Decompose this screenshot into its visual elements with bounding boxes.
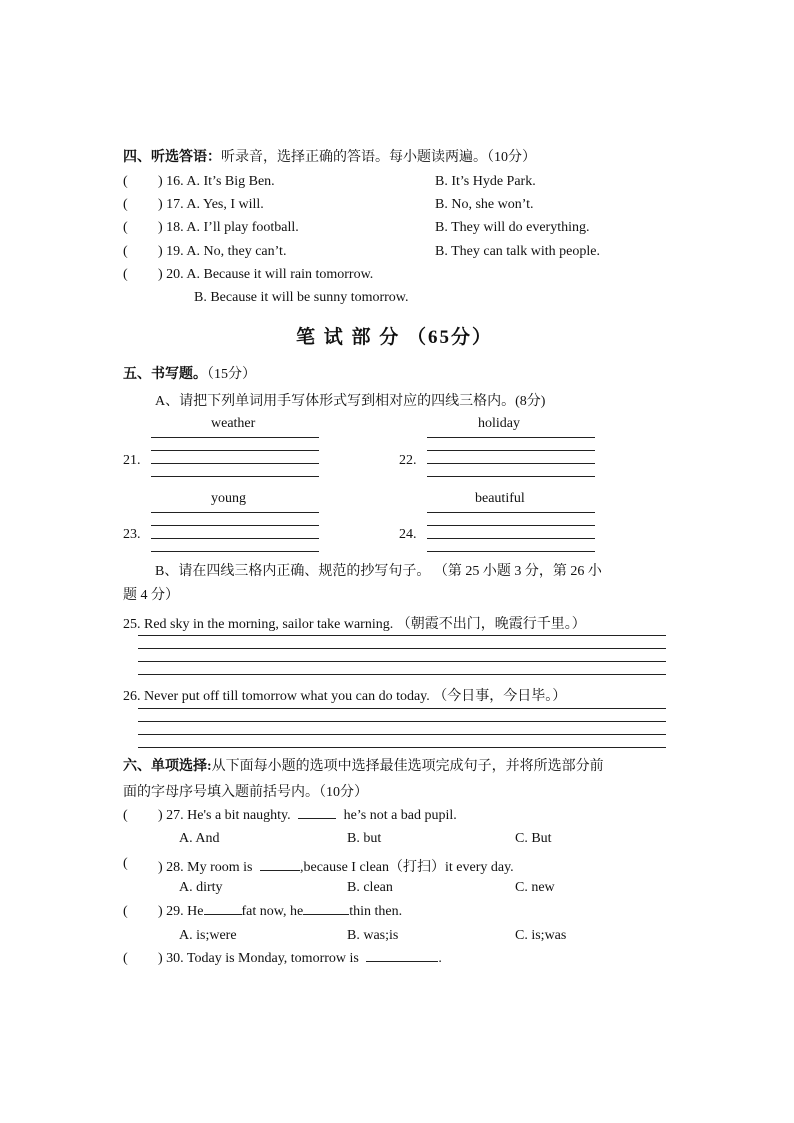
q28-stem-pre: ) 28. My room is [158, 860, 253, 875]
number-24: 24. [399, 527, 417, 542]
grid-line [151, 525, 319, 526]
grid-line [138, 734, 666, 735]
grid-line [427, 450, 595, 451]
q30-stem-pre: ) 30. Today is Monday, tomorrow is [158, 951, 359, 966]
section5-part-b-line1: B、请在四线三格内正确、规范的抄写句子。 （第 25 小题 3 分，第 26 小 [155, 564, 602, 579]
q30-blank [366, 961, 438, 962]
grid-line [151, 463, 319, 464]
q16-option-a: ) 16. A. It’s Big Ben. [158, 174, 275, 189]
grid-line [138, 635, 666, 636]
q19-option-a: ) 19. A. No, they can’t. [158, 244, 287, 259]
grid-line [427, 512, 595, 513]
q17-bracket: ( [123, 197, 128, 212]
q27-stem-post: he’s not a bad pupil. [343, 808, 457, 823]
grid-line [138, 674, 666, 675]
q27-option-c: C. But [515, 831, 552, 846]
section4-heading [123, 146, 536, 166]
q30-stem-post: . [438, 951, 442, 966]
word-22: holiday [478, 416, 520, 431]
written-part-title: 笔 试 部 分 （65分） [296, 327, 494, 348]
grid-line [151, 450, 319, 451]
q29-option-a: A. is;were [179, 928, 237, 943]
section6-heading-bold: 六、单项选择: [123, 759, 212, 774]
q28-blank [260, 870, 300, 871]
section4-heading-text: 听录音，选择正确的答语。每小题读两遍。（10分） [221, 150, 536, 165]
grid-line [151, 538, 319, 539]
section5-heading [123, 363, 256, 383]
q29-blank-2 [303, 914, 349, 915]
q29-option-c: C. is;was [515, 928, 567, 943]
q18-option-a: ) 18. A. I’ll play football. [158, 220, 299, 235]
q29-bracket: ( [123, 904, 128, 919]
sentence-26: 26. Never put off till tomorrow what you can do today. （今日事，今日毕。） [123, 689, 567, 704]
q17-option-a: ) 17. A. Yes, I will. [158, 197, 264, 212]
word-24: beautiful [475, 491, 525, 506]
q27-blank [298, 818, 336, 819]
q18-bracket: ( [123, 220, 128, 235]
grid-line [427, 551, 595, 552]
q29-blank-1 [204, 914, 242, 915]
grid-line [138, 648, 666, 649]
section6-heading [123, 755, 604, 775]
q29-stem [158, 904, 402, 920]
section6-heading-text: 从下面每小题的选项中选择最佳选项完成句子，并将所选部分前 [211, 759, 604, 774]
grid-line [151, 437, 319, 438]
grid-line [427, 463, 595, 464]
section5-part-a: A、请把下列单词用手写体形式写到相对应的四线三格内。(8分) [155, 394, 546, 409]
q17-option-b: B. No, she won’t. [435, 197, 534, 212]
q30-stem [158, 951, 442, 967]
q18-option-b: B. They will do everything. [435, 220, 590, 235]
grid-line [427, 538, 595, 539]
q16-option-b: B. It’s Hyde Park. [435, 174, 536, 189]
grid-line [151, 476, 319, 477]
q28-option-a: A. dirty [179, 880, 223, 895]
grid-line [427, 525, 595, 526]
q19-option-b: B. They can talk with people. [435, 244, 600, 259]
section5-heading-bold: 五、书写题。 [123, 367, 207, 382]
grid-line [138, 708, 666, 709]
q16-bracket: ( [123, 174, 128, 189]
grid-line [427, 476, 595, 477]
q27-stem-pre: ) 27. He's a bit naughty. [158, 808, 291, 823]
grid-line [151, 512, 319, 513]
word-21: weather [211, 416, 256, 431]
word-23: young [211, 491, 246, 506]
number-22: 22. [399, 453, 417, 468]
q28-stem [158, 856, 514, 876]
q27-option-b: B. but [347, 831, 382, 846]
section6-heading-line2: 面的字母序号填入题前括号内。（10分） [123, 785, 368, 800]
section5-heading-text: （15分） [207, 367, 256, 382]
section4-heading-bold: 四、听选答语： [123, 150, 221, 165]
q29-stem-mid: fat now, he [241, 904, 304, 919]
q20-option-b: B. Because it will be sunny tomorrow. [194, 290, 409, 305]
q29-stem-pre: ) 29. He [158, 904, 204, 919]
grid-line [151, 551, 319, 552]
q20-option-a: ) 20. A. Because it will rain tomorrow. [158, 267, 374, 282]
q27-bracket: ( [123, 808, 128, 823]
grid-line [138, 747, 666, 748]
q28-option-b: B. clean [347, 880, 393, 895]
sentence-25: 25. Red sky in the morning, sailor take warning. （朝霞不出门，晚霞行千里。） [123, 617, 586, 632]
q28-stem-post: ,because I clean（打扫）it every day. [300, 860, 514, 875]
number-21: 21. [123, 453, 141, 468]
q19-bracket: ( [123, 244, 128, 259]
section5-part-b-line2: 题 4 分） [123, 588, 179, 603]
q28-option-c: C. new [515, 880, 555, 895]
q29-option-b: B. was;is [347, 928, 399, 943]
q28-bracket: ( [123, 856, 128, 871]
grid-line [427, 437, 595, 438]
q27-option-a: A. And [179, 831, 220, 846]
q30-bracket: ( [123, 951, 128, 966]
q27-stem [158, 808, 457, 824]
grid-line [138, 721, 666, 722]
q20-bracket: ( [123, 267, 128, 282]
grid-line [138, 661, 666, 662]
number-23: 23. [123, 527, 141, 542]
q29-stem-post: thin then. [349, 904, 403, 919]
